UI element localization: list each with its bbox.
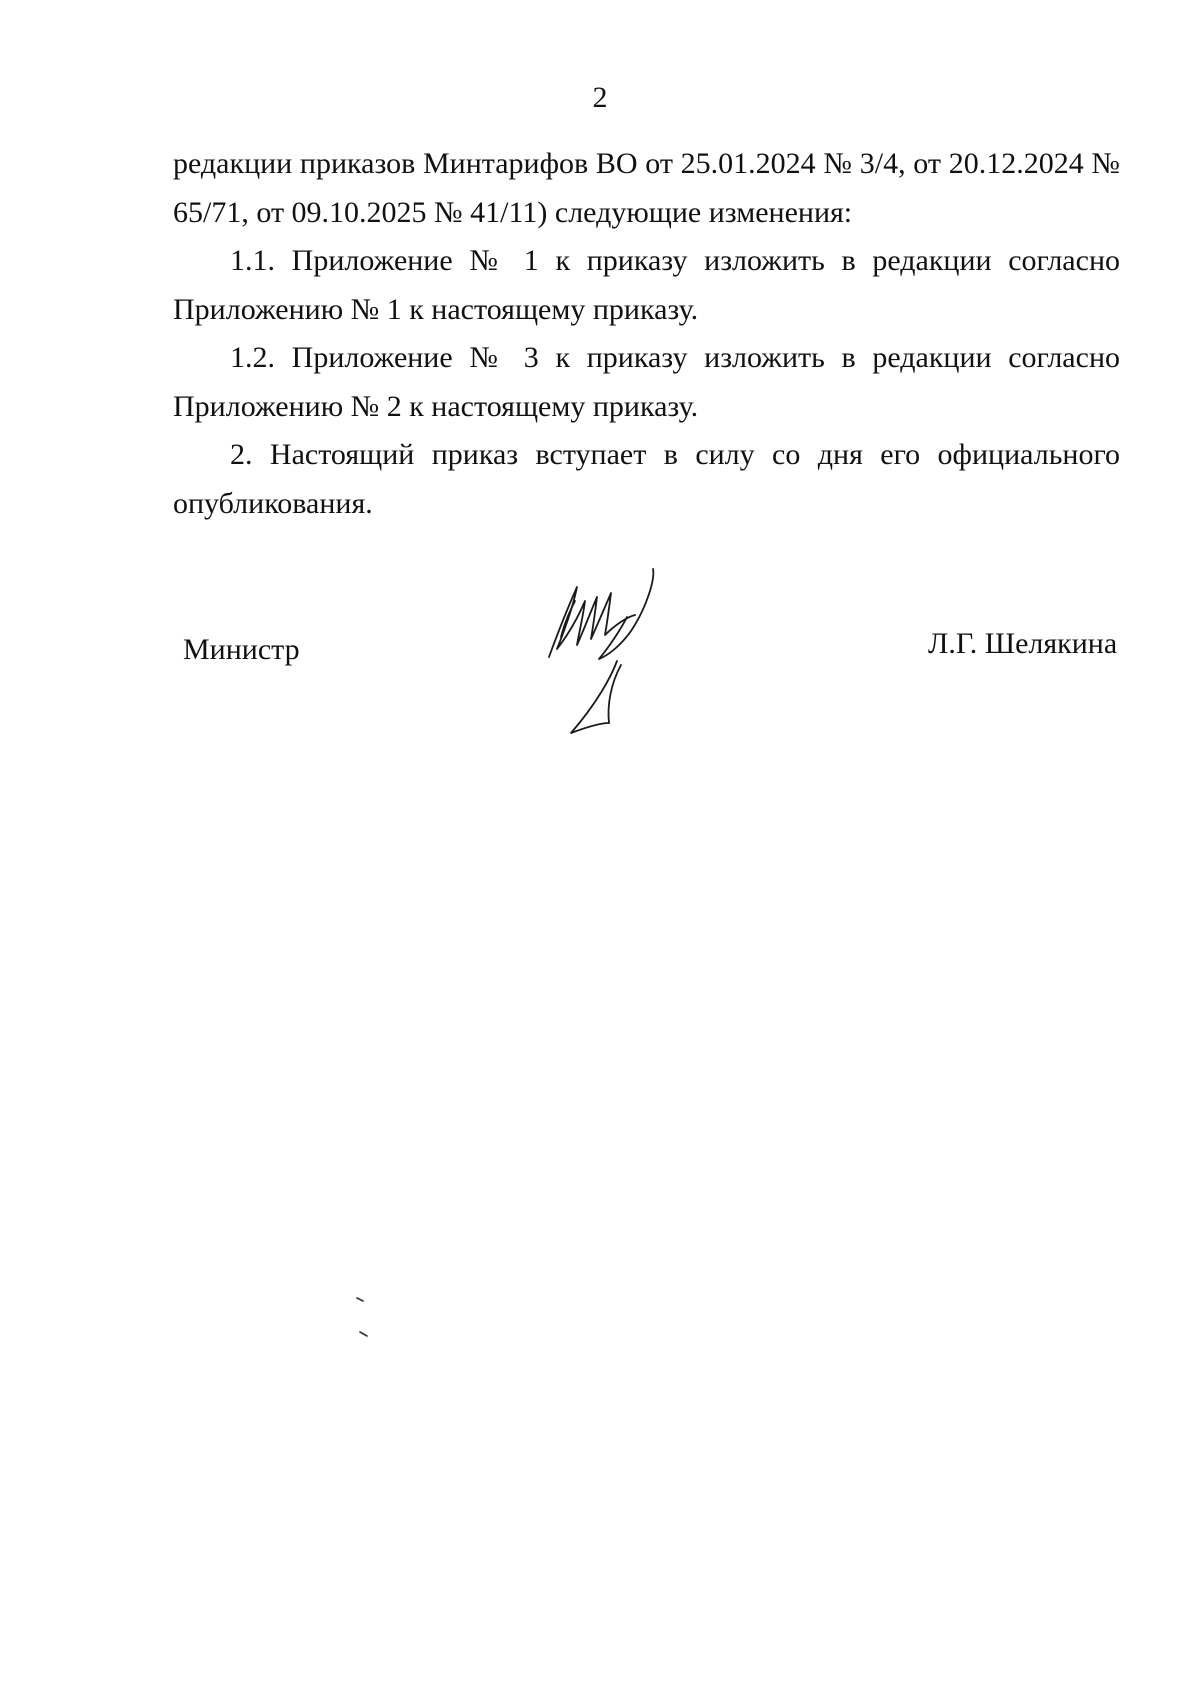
signatory-name: Л.Г. Шелякина [928,627,1118,660]
paragraph-item-1-2: 1.2. Приложение № 3 к приказу изложить в редакции согласно Приложению № 2 к настоящему приказу. [173,341,1120,423]
paragraph-item-2: 2. Настоящий приказ вступает в силу со дня его официального опубликования. [173,438,1120,520]
scan-speck [359,1331,369,1337]
scan-speck [356,1297,366,1303]
signatory-position: Министр [183,633,300,666]
page-number: 2 [592,81,608,114]
handwritten-signature [535,565,685,740]
document-body [173,140,1120,528]
paragraph-item-1-1: 1.1. Приложение № 1 к приказу изложить в редакции согласно Приложению № 1 к настоящему приказу. [173,244,1120,326]
paragraph-intro: редакции приказов Минтарифов ВО от 25.01.2024 № 3/4, от 20.12.2024 № 65/71, от 09.10.2025 № 41/11) следующие изменения: [173,147,1120,229]
